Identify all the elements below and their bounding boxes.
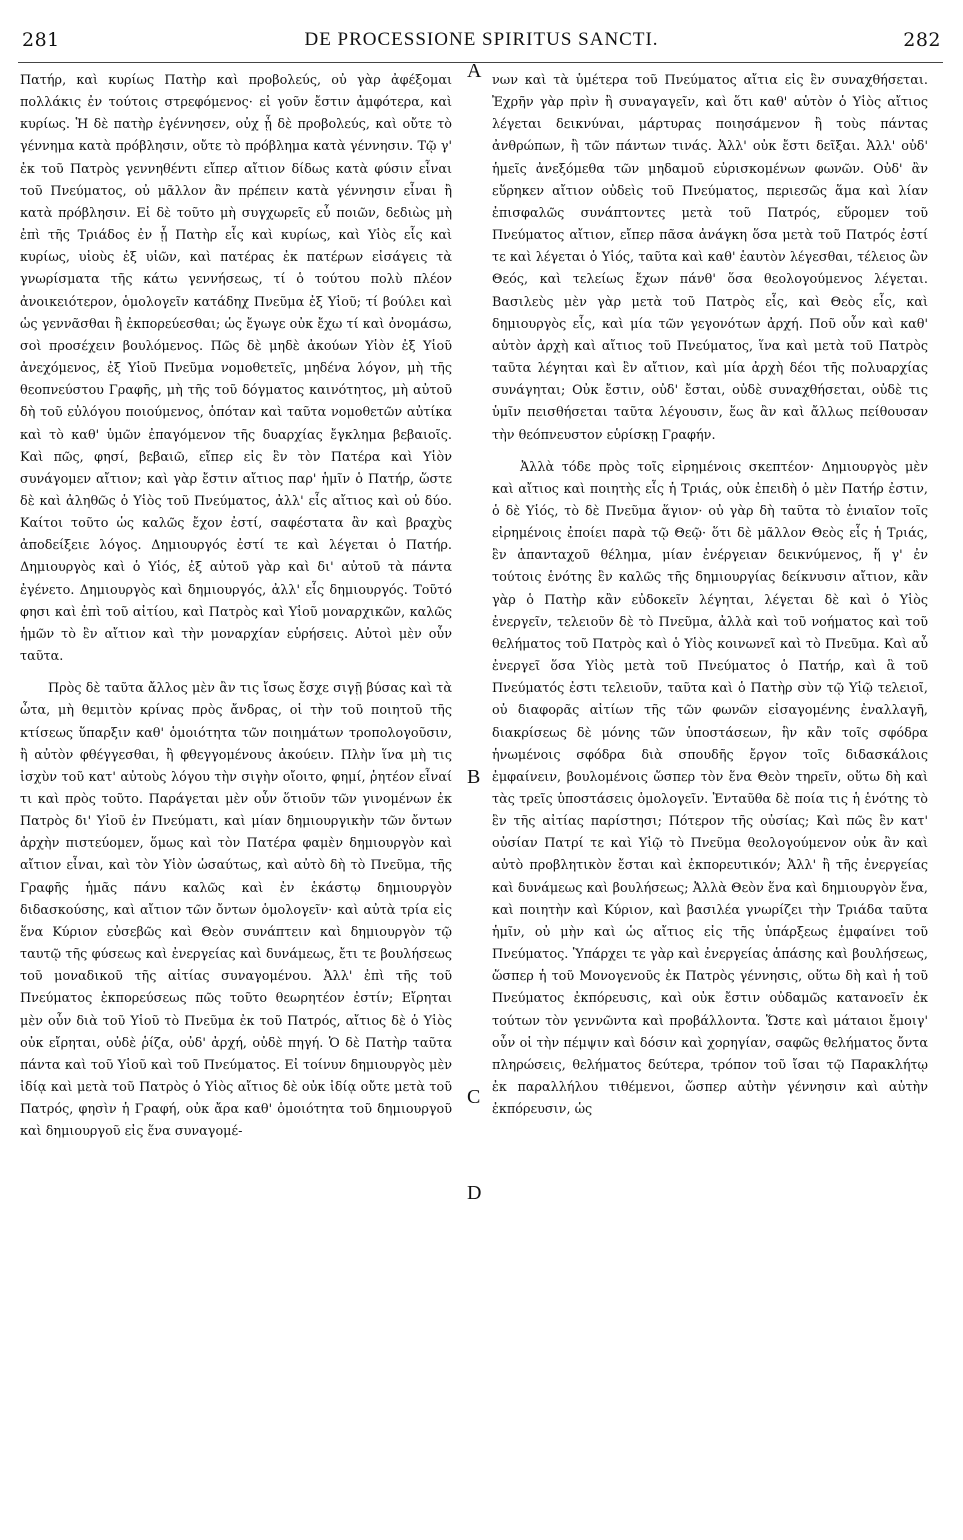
margin-letter-b: B (467, 766, 481, 788)
right-column (492, 70, 928, 1121)
left-paragraph-2: Πρὸς δὲ ταῦτα ἄλλος μὲν ἂν τις ἴσως ἔσχε σιγῇ βύσας καὶ τὰ ὦτα, μὴ θεμιτὸν κρίνας πρὸς ἄνδρας, οἱ τὴν τοῦ ποιητοῦ τῆς κτίσεως ὕπαρξιν καθ' ὁμοιότητα τῶν ποιημάτων τροπολογοῦσιν, ἢ αὐτὸν φθέγγεσθαι, ἢ φθεγγομένους ἀκούειν. Πλὴν ἵνα μὴ τις ἰσχὺν τοῦ κατ' αὐτοὺς λόγου τὴν σιγὴν οἴοιτο, φημί, ῥητέον εἶναί τι καὶ πρὸς τοῦτο. Παράγεται μὲν οὖν ὅτιοῦν τῶν γινομένων ἐκ Πατρὸς δι' Υἱοῦ ἐν Πνεύματι, καὶ μίαν δημιουργικὴν τῶν ὄντων ἀρχὴν πιστεύομεν, ὅμως καὶ τὸν Πατέρα φαμὲν δημιουργὸν καὶ αἴτιον εἶναι, καὶ τὸν Υἱὸν ὡσαύτως, καὶ αὐτὸ δὴ τὸ Πνεῦμα, τῆς Γραφῆς ἡμᾶς πάνυ καλῶς καὶ ἐν ἑκάστῳ δημιουργὸν διδασκούσης, καὶ αἴτιον τῶν ὄντων ὁμολογεῖν· καὶ αὐτὰ τρία εἰς ἕνα Κύριον εὐσεβῶς καὶ Θεὸν συνάπτειν καὶ δημιουργὸν τῷ ταυτῷ τῆς φύσεως καὶ ἐνεργείας καὶ δυνάμεως, ἔτι τε βουλήσεως τοῦ μοναδικοῦ τῆς αἰτίας συναγομένου. Ἀλλ' ἐπὶ τῆς τοῦ Πνεύματος ἐκπορεύσεως πῶς τοῦτο θεωρητέον ἐστίν; Εἴρηται μὲν οὖν διὰ τοῦ Υἱοῦ τὸ Πνεῦμα ἐκ τοῦ Πατρός, αἴτιος δὲ ὁ Υἱὸς οὐκ εἴρηται, οὐδὲ ῥίζα, οὐδ' ἀρχή, οὐδὲ πηγή. Ὁ δὲ Πατὴρ ταῦτα πάντα καὶ τοῦ Υἱοῦ καὶ τοῦ Πνεύματος. Εἰ τοίνυν δημιουργὸς μὲν ἰδίᾳ καὶ μετὰ τοῦ Πατρὸς ὁ Υἱὸς αἴτιος δὲ οὐκ ἰδίᾳ οὔτε μετὰ τοῦ Πατρός, φησὶν ἡ Γραφή, οὐκ ἄρα καθ' ὁμοιότητα τοῦ δημιουργοῦ καὶ δημιουργοῦ εἰς ἕνα συναγομέ- (20, 681, 452, 1140)
left-column (20, 70, 452, 1144)
page-number-left: 281 (22, 29, 60, 51)
right-paragraph-1: νων καὶ τὰ ὑμέτερα τοῦ Πνεύματος αἴτια εἰς ἓν συναχθήσεται. Ἐχρῆν γὰρ πρὶν ἢ συναγαγεῖν, καὶ ὅτι καθ' αὑτὸν ὁ Υἱὸς αἴτιος λέγεται δεικνύναι, μάρτυρας ποιησάμενον ἢ τοὺς πάντας ἀνθρώπων, ἢ τῶν πάντων τινάς. Ἀλλ' οὐκ ἔστι δεῖξαι. Ἀλλ' οὐδ' ἡμεῖς ἀνεξόμεθα τῶν μηδαμοῦ εὑρισκομένων φωνῶν. Οὐδ' ἂν εὕρηκεν αἴτιον οὐδεὶς τοῦ Πνεύματος, περιεσῶς ἅμα καὶ λίαν ἐπισφαλῶς συνάπτοντες μετὰ τοῦ Πατρός, εὕρομεν τοῦ Πνεύματος αἴτιον, εἴπερ πᾶσα ἀνάγκη ὅσα μετὰ τοῦ Πατρός ἐστί τε καὶ λέγεται ὁ Υἱός, ταῦτα καὶ καθ' ἑαυτὸν λέγεσθαι, τέλειος ὢν Θεός, καὶ τελείως ἔχων πάνθ' ὅσα θεολογούμενος λέγεται. Βασιλεὺς μὲν γὰρ μετὰ τοῦ Πατρὸς εἷς, καὶ Θεὸς εἷς, καὶ δημιουργὸς εἷς, καὶ μία τῶν γεγονότων ἀρχή. Ποῦ οὖν καὶ καθ' αὑτὸν ἀρχὴ καὶ αἴτιος τοῦ Πνεύματος, ἵνα καὶ μετὰ τοῦ Πατρὸς ταῦτα λέγηται καὶ ἓν αἴτιον, καὶ μία ἀρχὴ δέοι τῆς πολυαρχίας συνάγηται; Οὐκ ἔστιν, οὐδ' ἔσται, οὐδὲ συναχθήσεται, οὐδὲ τις ὑμῖν πεισθήσεται ταῦτα λέγουσιν, ἕως ἂν καὶ ἄλλως πείθουσαν τὴν θεόπνευστον εὑρίσκῃ Γραφήν. (492, 73, 928, 443)
running-header (0, 14, 963, 54)
running-title: DE PROCESSIONE SPIRITUS SANCTI. (304, 29, 659, 50)
right-paragraph-2: Ἀλλὰ τόδε πρὸς τοῖς εἰρημένοις σκεπτέον· Δημιουργὸς μὲν καὶ αἴτιος καὶ ποιητὴς εἷς ἡ Τριάς, οὐκ ἐπειδὴ ὁ μὲν Πατήρ ἐστιν, ὁ δὲ Υἱός, τὸ δὲ Πνεῦμα ἅγιον· οὐ γὰρ δὴ ταῦτα τὸ ἑνιαῖον τοῖς εἰρημένοις ἐποίει παρὰ τῷ Θεῷ· ὅτι δὲ μᾶλλον Θεὸς εἷς ἡ Τριάς, ἓν ἁπανταχοῦ θέλημα, μίαν ἐνέργειαν δεικνύμενος, ἥ γ' ἐν τούτοις ἑνότης ἓν καλῶς τῆς δημιουργίας δείκνυσιν αἴτιον, κἂν γὰρ ὁ Πατὴρ κἂν εὐδοκεῖν λέγηται, λέγεται δὲ καὶ ὁ Υἱὸς ἐνεργεῖν, τελειοῦν δὲ τὸ Πνεῦμα, ἀλλὰ καὶ τοῦ νοήματος καὶ τοῦ θελήματος τοῦ Πατρὸς καὶ ὁ Υἱὸς κοινωνεῖ καὶ τὸ Πνεῦμα. Καὶ αὖ ἐνεργεῖ ὅσα Υἱὸς μετὰ τοῦ Πνεύματος ὁ Πατήρ, καὶ ἃ τοῦ Πνεύματός ἐστι τελειοῦν, ταῦτα καὶ ὁ Πατὴρ σὺν τῷ Υἱῷ τελειοῖ, οὐ διαφορᾶς αἰτίων τῆς τῶν φωνῶν εἰσαγομένης ἐναλλαγῆ, διακρίσεως δὲ μόνης τῶν ὑποστάσεων, ἣν κἂν τοῖς σφόδρα ἡνωμένοις σφόδρα διὰ σπουδῆς ἔργον τοῖς διδασκάλοις ἐμφαίνειν, βουλομένοις ὥσπερ τὸν ἕνα Θεὸν τηρεῖν, οὕτω δὴ καὶ τὰς τρεῖς ὑποστάσεις ὁμολογεῖν. Ἐνταῦθα δὲ ποία τις ἡ ἑνότης τὸ ἓν τῆς αἰτίας παρίστησι; Πότερον τῆς οὐσίας; Καὶ πῶς ἓν κατ' οὐσίαν Πατρί τε καὶ Υἱῷ τὸ Πνεῦμα θεολογούμενον οὐκ ἂν καὶ αὐτὸ προβλητικὸν ἔσται καὶ ἐκπορευτικόν; Ἀλλ' ἢ τῆς ἐνεργείας καὶ δυνάμεως καὶ βουλήσεως; Ἀλλὰ Θεὸν ἕνα καὶ δημιουργὸν ἕνα, καὶ ποιητὴν καὶ Κύριον, καὶ βασιλέα γνωρίζει τὴν Τριάδα ταῦτα ἡμῖν, οὐ μὴν καὶ ὡς αἴτιος εἰς τῆς ὑπάρξεως ἐμφαίνει τοῦ Πνεύματος. Ὑπάρχει τε γὰρ καὶ ἐνεργείας ἁπάσης καὶ βουλήσεως, ὥσπερ ἡ τοῦ Μονογενοῦς ἐκ Πατρὸς γέννησις, οὕτω δὴ καὶ ἡ τοῦ Πνεύματος ἐκπόρευσις, καὶ οὐκ ἔστιν οὐδαμῶς κατανοεῖν ἐκ τούτων τὸν γεννῶντα καὶ προβάλλοντα. Ὥστε καὶ μάταιοι ἔμοιγ' οὖν οἱ τὴν πέμψιν καὶ δόσιν καὶ χορηγίαν, σαφῶς θελήματος ὄντα πληρώσεις, θελήματος δεύτερα, τρόπον τοῦ ἴσαι τῷ Παρακλήτῳ ἐκ παραλλήλου τιθέμενοι, ὥσπερ αὐτὴν γέννησιν καὶ αὐτὴν ἐκπόρευσιν, ὡς (492, 459, 928, 1118)
margin-letter-c: C (467, 1086, 481, 1108)
left-paragraph-1: Πατήρ, καὶ κυρίως Πατὴρ καὶ προβολεύς, οὐ γὰρ ἀφέξομαι πολλάκις ἐν τούτοις στρεφόμενος· εἰ γοῦν ἔστιν ἀμφότερα, καὶ κυρίως. Ἡ δὲ πατὴρ ἐγέννησεν, οὐχ ᾗ δὲ προβολεύς, καὶ οὔτε τὸ γέννημα κατὰ πρόβλησιν, οὔτε τὸ πρόβλημα κατὰ γέννησιν. Τῷ γ' ἐκ τοῦ Πατρὸς γεννηθέντι εἴπερ αἴτιον δίδως κατὰ φύσιν εἶναι τοῦ Πνεύματος, οὐ μᾶλλον ἂν πρέπειν κατὰ γέννησιν εἶναι ἢ κατὰ πρόβλησιν. Εἰ δὲ τοῦτο μὴ συγχωρεῖς εὖ ποιῶν, δεδιὼς μὴ ἐπὶ τῆς Τριάδος ἐν ᾗ Πατὴρ εἷς καὶ κυρίως, καὶ Υἱὸς εἷς καὶ κυρίως, υἱοὺς ἐξ υἱῶν, καὶ πατέρας ἐκ πατέρων εἰσάγεις τὰ γνωρίσματα τῆς κάτω γεννήσεως, τί ὁ τούτου πολὺ πλέον ἀνοικειότερον, ὁμολογεῖν κατάδηχ Πνεῦμα ἐξ Υἱοῦ; τί βούλει καὶ ὡς γεννᾶσθαι ἢ ἐκπορεύεσθαι; ὡς ἔγωγε οὐκ ἔχω τί καὶ ὀνομάσω, σοὶ προσέχειν βουλόμενος. Πῶς δὲ μηδὲ ἀκούων Υἱὸν ἐξ Υἱοῦ ἀνεχόμενος, ἐξ Υἱοῦ Πνεῦμα νομοθετεῖς, μηδένα λόγον, μὴ τῆς θεοπνεύστου Γραφῆς, μὴ τῆς τοῦ δόγματος καινότητος, μὴ αὐτοῦ δὴ τοῦ εὐλόγου ποιούμενος, ὁπόταν καὶ ταῦτα νομοθετῶν αὐτίκα καὶ τὸ καθ' ὑμῶν ἐπαγόμενον τῆς δυαρχίας ἔγκλημα βεβαιοῖς. Καὶ πῶς, φησί, βεβαιῶ, εἴπερ εἰς ἓν τὸν Πατέρα καὶ Υἱὸν συνάγομεν αἴτιον; καὶ γὰρ ἔστιν αἴτιος παρ' ἡμῖν ὁ Πατήρ, ὥστε δὲ καὶ ἀληθῶς ὁ Υἱὸς τοῦ Πνεύματος, ἀλλ' εἷς αἴτιος καὶ οὐ δύο. Καίτοι τοῦτο ὡς καλῶς ἔχον ἐστί, σαφέστατα ἂν καὶ βραχὺς ἀποδείξειε λόγος. Δημιουργός ἐστί τε καὶ λέγεται ὁ Πατήρ. Δημιουργὸς καὶ ὁ Υἱός, ἐξ αὐτοῦ γὰρ καὶ δι' αὐτοῦ τὰ πάντα ἐγένετο. Δημιουργὸς καὶ δημιουργός, ἀλλ' εἷς δημιουργός. Τοῦτό φησι καὶ ἐπὶ τοῦ αἰτίου, καὶ Πατρὸς καὶ Υἱοῦ μοναρχικῶν, καλῶς ἡμῶν τὸ ἓν αἴτιον καὶ τὴν μοναρχίαν εὑρήσεις. Αὐτοὶ μὲν οὖν ταῦτα. (20, 73, 452, 665)
margin-letter-d: D (467, 1182, 482, 1204)
page-number-right: 282 (903, 29, 941, 51)
margin-letter-a: A (467, 60, 482, 82)
